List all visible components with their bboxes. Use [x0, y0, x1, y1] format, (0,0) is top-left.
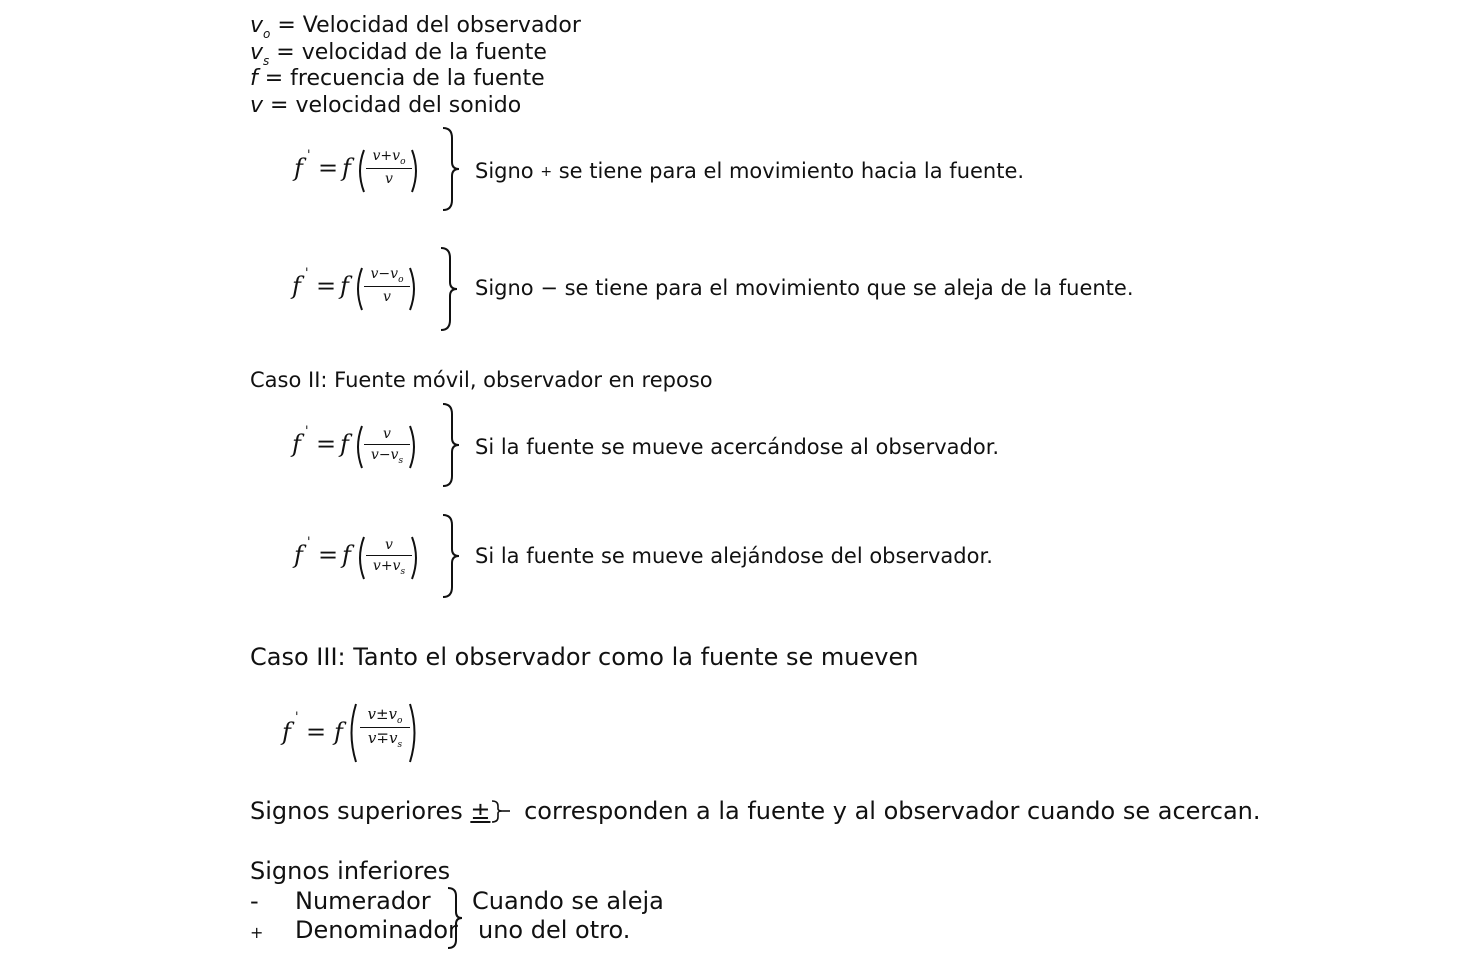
numerator: $v\pm v_o$	[367, 705, 403, 726]
fraction	[360, 706, 410, 749]
sign-minus: -	[250, 887, 259, 915]
formula-observer-recede	[288, 244, 468, 334]
f-symbol: f	[340, 272, 349, 300]
note-minus-sign: Signo − se tiene para el movimiento que se aleja de la fuente.	[475, 276, 1134, 300]
symbol-v: v	[250, 93, 264, 118]
small-brace-icon	[490, 797, 516, 825]
right-paren-icon	[410, 148, 422, 194]
lower-note-line-2: uno del otro.	[478, 916, 631, 944]
denominator: v	[385, 171, 393, 187]
note-source-recede: Si la fuente se mueve alejándose del observador.	[475, 544, 993, 568]
lower-signs-heading: Signos inferiores	[250, 857, 451, 885]
f-prime-symbol: f	[294, 541, 303, 569]
left-paren-icon	[354, 148, 366, 194]
denominator: v	[383, 289, 391, 305]
right-paren-icon	[408, 266, 420, 312]
subscript: s	[263, 54, 270, 68]
definition-text: = frecuencia de la fuente	[257, 66, 545, 91]
equals-sign: =	[318, 541, 339, 569]
numerator: $v+v_o$	[372, 148, 406, 167]
symbol-v: v	[250, 40, 264, 65]
symbol-v: v	[250, 13, 264, 38]
fraction	[364, 426, 410, 465]
equals-sign: =	[316, 430, 337, 458]
heading-case-ii: Caso II: Fuente móvil, observador en reposo	[250, 368, 713, 392]
f-prime-symbol: f	[292, 430, 301, 458]
definition-observer-velocity	[250, 13, 581, 41]
lower-note-line-1: Cuando se aleja	[472, 887, 664, 915]
fraction	[366, 148, 412, 187]
subscript: o	[263, 27, 271, 41]
numerator: v	[383, 426, 391, 442]
right-brace-icon	[440, 126, 462, 212]
left-paren-icon	[352, 266, 364, 312]
definition-text: = velocidad del sonido	[263, 93, 522, 118]
equals-sign: =	[318, 154, 339, 182]
f-symbol: f	[340, 430, 349, 458]
formula-observer-approach	[290, 126, 470, 216]
formula-both-moving	[278, 690, 438, 780]
right-brace-icon	[440, 402, 462, 488]
definition-text: = Velocidad del observador	[270, 13, 581, 38]
denominator: $v+v_s$	[372, 558, 406, 577]
right-brace-icon	[440, 513, 462, 599]
heading-case-iii: Caso III: Tanto el observador como la fuente se mueven	[250, 643, 919, 671]
definition-source-frequency	[250, 66, 545, 92]
definition-source-velocity	[250, 40, 547, 68]
fraction	[366, 537, 412, 576]
row-label: Numerador	[295, 887, 431, 915]
upper-signs-text: Signos superiores ± corresponden a la fuente y al observador cuando se acercan.	[250, 797, 1261, 825]
equals-sign: =	[316, 272, 337, 300]
left-paren-icon	[346, 702, 358, 764]
note-plus-sign: Signo + se tiene para el movimiento hacia la fuente.	[475, 159, 1025, 183]
formula-source-recede	[290, 513, 470, 603]
right-brace-icon	[438, 246, 460, 332]
note-source-approach: Si la fuente se mueve acercándose al observador.	[475, 435, 1000, 459]
definition-text: = velocidad de la fuente	[269, 40, 547, 65]
right-paren-icon	[410, 535, 422, 581]
prime-mark: '	[305, 424, 309, 439]
numerator: $v-v_o$	[370, 266, 404, 285]
f-prime-symbol: f	[292, 272, 301, 300]
definition-sound-velocity	[250, 93, 521, 119]
right-paren-icon	[408, 424, 420, 470]
left-paren-icon	[354, 535, 366, 581]
left-paren-icon	[352, 424, 364, 470]
plus-minus-symbol: ±	[470, 797, 491, 825]
prime-mark: '	[307, 535, 311, 550]
f-symbol: f	[342, 541, 351, 569]
f-symbol: f	[342, 154, 351, 182]
lower-sign-row-numerator	[250, 887, 431, 915]
right-paren-icon	[408, 702, 420, 764]
row-label: Denominador	[295, 916, 458, 944]
formula-source-approach	[288, 402, 468, 492]
denominator: $v\mp v_s$	[367, 729, 403, 750]
equals-sign: =	[306, 718, 327, 746]
denominator: $v-v_s$	[370, 447, 404, 466]
numerator: v	[385, 537, 393, 553]
prime-mark: '	[305, 266, 309, 281]
lower-signs-brace-icon	[446, 886, 470, 952]
f-prime-symbol: f	[294, 154, 303, 182]
sign-plus: +	[250, 923, 264, 942]
prime-mark: '	[295, 710, 299, 725]
prime-mark: '	[307, 148, 311, 163]
symbol-f: f	[250, 66, 258, 91]
lower-sign-row-denominator	[250, 916, 458, 947]
fraction	[364, 266, 410, 305]
f-symbol: f	[334, 718, 343, 746]
f-prime-symbol: f	[282, 718, 291, 746]
